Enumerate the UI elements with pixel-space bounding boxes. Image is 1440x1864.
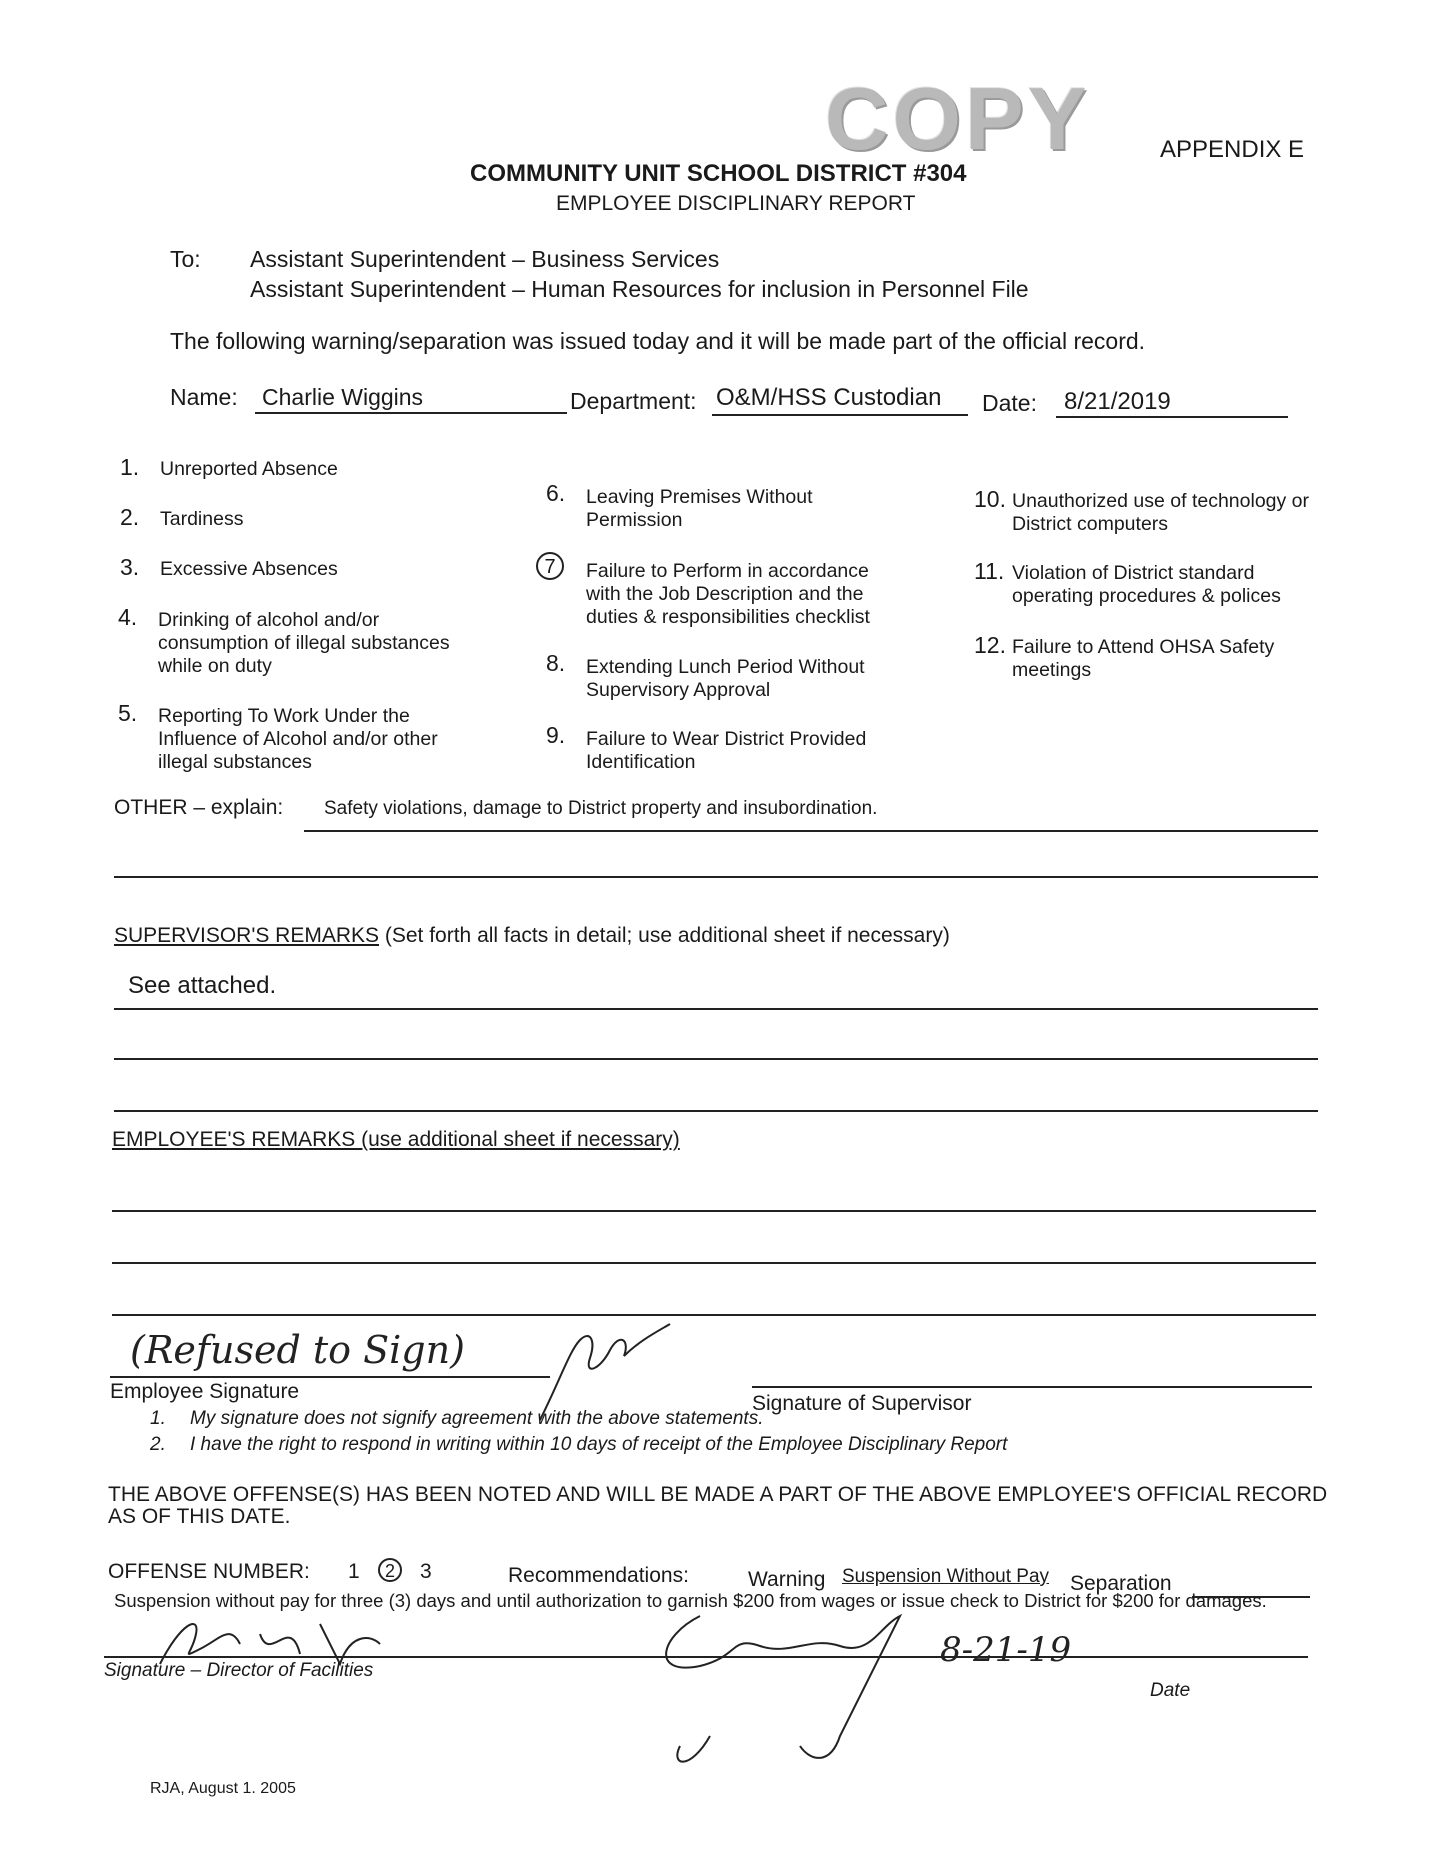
offense-item: Tardiness: [160, 508, 244, 530]
approver-signature-scribble: [640, 1596, 1080, 1776]
offense-num: 4.: [118, 604, 138, 630]
department-label: Department:: [570, 388, 697, 414]
offense-num: 8.: [546, 650, 566, 676]
offense-number-label: OFFENSE NUMBER:: [108, 1560, 310, 1583]
supervisor-signature-label: Signature of Supervisor: [752, 1392, 972, 1415]
director-signature-label: Signature – Director of Facilities: [104, 1660, 374, 1681]
offense-item: Failure to Attend OHSA Safety meetings: [1012, 636, 1275, 681]
offense-num: 5.: [118, 700, 138, 726]
report-subtitle: EMPLOYEE DISCIPLINARY REPORT: [556, 192, 916, 215]
employee-remarks-heading: EMPLOYEE'S REMARKS (use additional sheet if necessary): [112, 1128, 680, 1151]
name-value: Charlie Wiggins: [262, 384, 424, 410]
offense-number-2-circled: 2: [378, 1558, 402, 1582]
offense-item: Excessive Absences: [160, 558, 338, 580]
to-recipient-1: Assistant Superintendent – Business Services: [250, 246, 720, 272]
offense-num: 11.: [974, 558, 1005, 584]
statement: The following warning/separation was issued today and it will be made part of the official record.: [170, 328, 1146, 354]
offense-item: Reporting To Work Under the Influence of Alcohol and/or other illegal substances: [158, 705, 438, 773]
offense-item: Drinking of alcohol and/or consumption of illegal substances while on duty: [158, 609, 450, 677]
director-signature-date: 8-21-19: [940, 1630, 1072, 1670]
note-1: My signature does not signify agreement with the above statements.: [190, 1408, 764, 1429]
recommendation-warning: Warning: [748, 1568, 826, 1591]
offense-item: Failure to Wear District Provided Identification: [586, 728, 867, 773]
offense-item: Unauthorized use of technology or District computers: [1012, 490, 1310, 535]
offense-item: Leaving Premises Without Permission: [586, 486, 813, 531]
offense-num: 1.: [120, 454, 140, 480]
offense-num: 10.: [974, 486, 1006, 512]
offense-7-circled: 7: [536, 552, 564, 580]
offense-number-1: 1: [348, 1560, 360, 1583]
to-recipient-2: Assistant Superintendent – Human Resources for inclusion in Personnel File: [250, 276, 1029, 302]
offense-num: 3.: [120, 554, 140, 580]
employee-signature-label: Employee Signature: [110, 1380, 300, 1403]
recommendation-detail: Suspension without pay for three (3) days and until authorization to garnish $200 from wages or issue check to District for $200 for damages.: [114, 1590, 1267, 1611]
official-record-notice: THE ABOVE OFFENSE(S) HAS BEEN NOTED AND WILL BE MADE A PART OF THE ABOVE EMPLOYEE'S OFFICIAL RECORD AS OF THIS DATE.: [108, 1483, 1328, 1528]
recommendations-label: Recommendations:: [508, 1564, 689, 1587]
offense-item: Extending Lunch Period Without Supervisory Approval: [586, 656, 865, 701]
name-label: Name:: [170, 384, 238, 410]
appendix-label: APPENDIX E: [1160, 136, 1305, 163]
department-value: O&M/HSS Custodian: [716, 384, 942, 411]
employee-signature-handwritten: (Refused to Sign): [130, 1328, 465, 1372]
other-explanation: Safety violations, damage to District property and insubordination.: [324, 798, 878, 819]
copy-stamp: COPY: [825, 69, 1091, 168]
offense-item: Violation of District standard operating procedures & polices: [1012, 562, 1281, 607]
offense-number-3: 3: [420, 1560, 432, 1583]
note-1-num: 1.: [150, 1408, 166, 1429]
supervisor-remarks-heading: SUPERVISOR'S REMARKS (Set forth all facts in detail; use additional sheet if necessary): [114, 924, 950, 947]
district-title: COMMUNITY UNIT SCHOOL DISTRICT #304: [470, 160, 967, 187]
recommendation-separation: Separation: [1070, 1572, 1172, 1595]
offense-num: 12.: [974, 632, 1006, 658]
offense-item: Failure to Perform in accordance with the Job Description and the duties & responsibilities checklist: [586, 560, 870, 628]
footer-revision: RJA, August 1. 2005: [150, 1780, 296, 1797]
offense-num: 2.: [120, 504, 140, 530]
recommendation-suspension: Suspension Without Pay: [842, 1566, 1050, 1587]
date-label: Date:: [982, 390, 1037, 416]
other-label: OTHER – explain:: [114, 796, 284, 819]
date-value: 8/21/2019: [1064, 388, 1171, 415]
note-2-num: 2.: [150, 1434, 166, 1455]
offense-num: 9.: [546, 722, 566, 748]
director-date-label: Date: [1150, 1680, 1191, 1701]
offense-num: 6.: [546, 480, 566, 506]
supervisor-remarks-value: See attached.: [128, 972, 277, 999]
to-label: To:: [170, 246, 201, 272]
offense-item: Unreported Absence: [160, 458, 338, 480]
note-2: I have the right to respond in writing within 10 days of receipt of the Employee Disciplinary Report: [190, 1434, 1008, 1455]
